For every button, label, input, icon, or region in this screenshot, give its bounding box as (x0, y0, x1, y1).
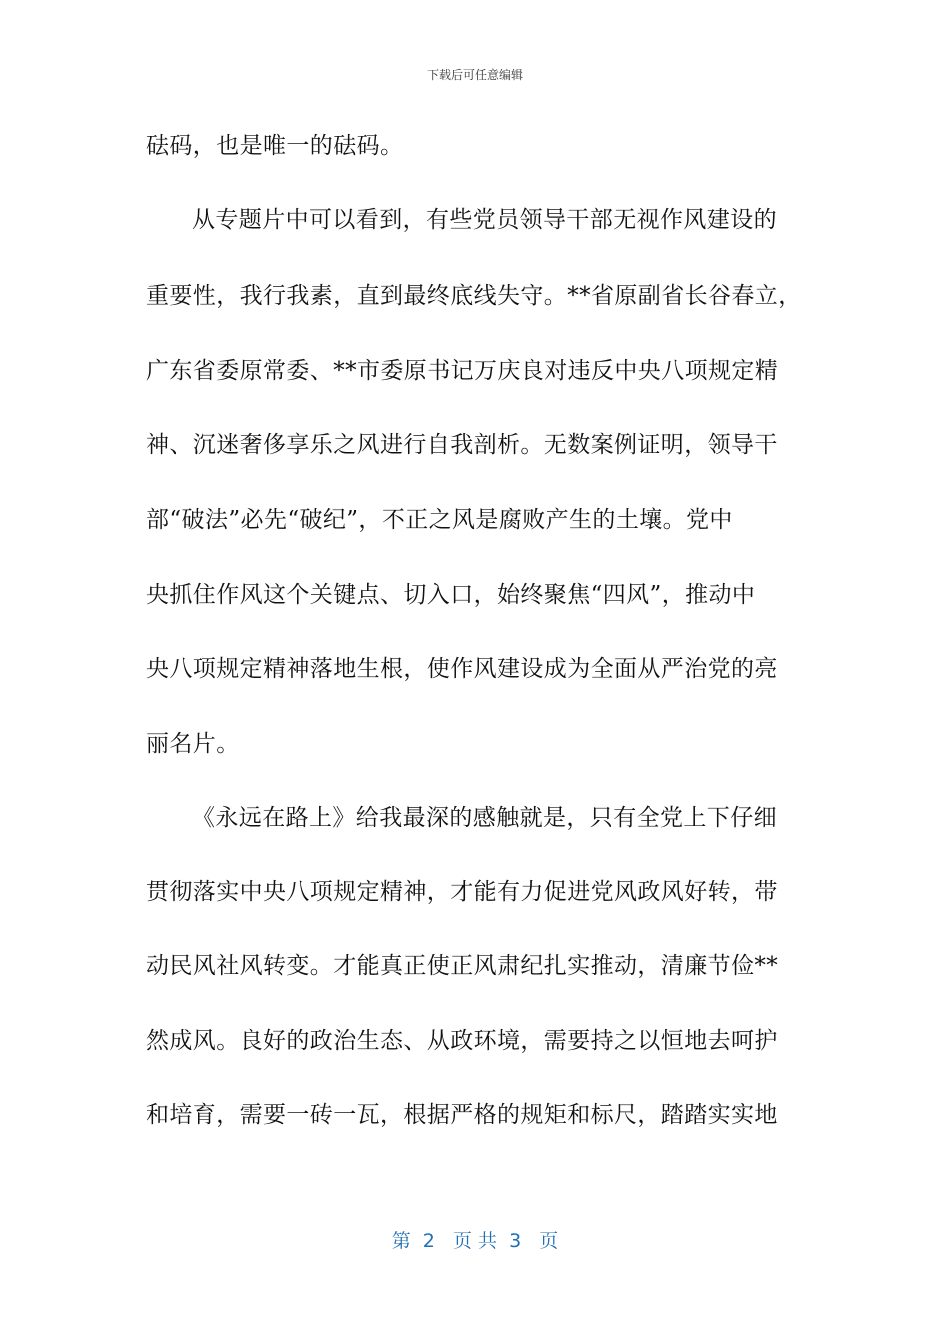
text-line: 砝码，也是唯一的砝码。 (146, 133, 404, 159)
page-footer: 第 2 页 共 3 页 (391, 1230, 559, 1252)
text-line: 和培育，需要一砖一瓦，根据严格的规矩和标尺，踏踏实实地 (146, 1102, 778, 1128)
page-header: 下载后可任意编辑 (426, 68, 523, 82)
text-line: 神、沉迷奢侈享乐之风进行自我剖析。无数案例证明，领导干 (146, 432, 778, 458)
text-line: 丽名片。 (146, 731, 240, 757)
text-line: 从专题片中可以看到，有些党员领导干部无视作风建设的 (192, 207, 777, 233)
text-line: 《永远在路上》给我最深的感触就是，只有全党上下仔细 (192, 805, 777, 831)
text-line: 广东省委原常委、**市委原书记万庆良对违反中央八项规定精 (146, 358, 779, 384)
text-line: 贯彻落实中央八项规定精神，才能有力促进党风政风好转，带 (146, 879, 778, 905)
text-line: 部“破法”必先“破纪”，不正之风是腐败产生的土壤。党中 (146, 507, 733, 533)
text-line: 动民风社风转变。才能真正使正风肃纪扎实推动，清廉节俭** (146, 953, 779, 979)
text-line: 重要性，我行我素，直到最终底线失守。**省原副省长谷春立， (146, 283, 802, 309)
text-line: 央八项规定精神落地生根，使作风建设成为全面从严治党的亮 (146, 656, 778, 682)
text-line: 央抓住作风这个关键点、切入口，始终聚焦“四风”，推动中 (146, 582, 756, 608)
text-line: 然成风。良好的政治生态、从政环境，需要持之以恒地去呵护 (146, 1028, 778, 1054)
